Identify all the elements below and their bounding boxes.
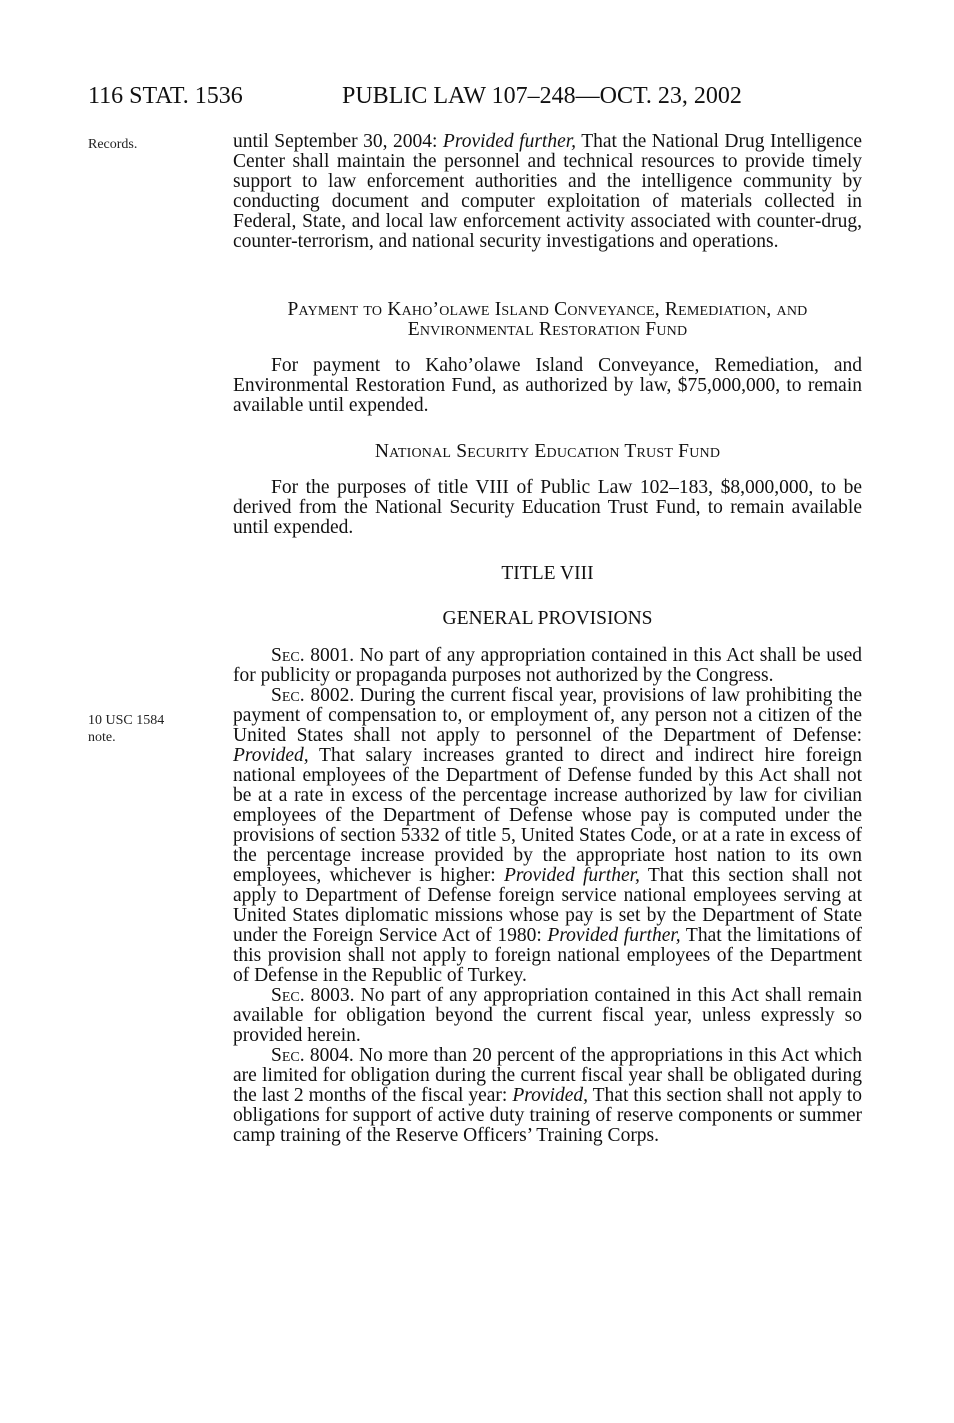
continuation-text-after: That the National Drug Intelligence Center shall maintain the personnel and technical resources to provide timely support to law enforcement authorities and the intelligence community by conducting document and computer exploitation of materials collected in Federal, State, and local law enforcement activity associated with counter-drug, counter-terrorism, and national security investigations and operations.	[233, 131, 862, 252]
provided-further-phrase: Provided further,	[442, 131, 577, 152]
margin-note-usc-line2: note.	[88, 730, 116, 745]
section-8001-label: Sec. 8001.	[271, 645, 355, 666]
section-8002-text1: During the current fiscal year, provisions of law prohibiting the payment of compensation to, or employment of, any person not a citizen of the United States shall not apply to personnel of the Department of Defense:	[233, 685, 862, 746]
section-8001-text: No part of any appropriation contained in this Act shall be used for publicity or propaganda purposes not authorized by the Congress.	[233, 645, 862, 686]
section-8002-text4: That the limitations of this provision shall not apply to foreign national employees of the Department of Defense in the Republic of Turkey.	[233, 925, 862, 986]
section-8004-text1: No more than 20 percent of the appropriations in this Act which are limited for obligation during the current fiscal year shall be obligated during the last 2 months of the fiscal year:	[233, 1045, 862, 1106]
section-8002-provided-further-2: Provided further,	[547, 925, 681, 946]
section-8002-provided-further-1: Provided further,	[503, 865, 640, 886]
nset-heading-text: National Security Education Trust Fund	[374, 441, 721, 462]
continuation-text-before: until September 30, 2004:	[233, 131, 443, 152]
public-law-citation: PUBLIC LAW 107–248—OCT. 23, 2002	[342, 83, 742, 109]
title-number: TITLE VIII	[501, 563, 594, 584]
section-8004	[233, 1046, 862, 1146]
kahoolawe-heading-line1: Payment to Kaho’olawe Island Conveyance, Remediation, and	[287, 299, 808, 320]
section-8002-provided: Provided,	[233, 745, 309, 766]
kahoolawe-text: For payment to Kaho’olawe Island Conveyance, Remediation, and Environmental Restoration Fund, as authorized by law, $75,000,000, to remain available until expended.	[233, 355, 862, 416]
section-8004-provided: Provided,	[512, 1085, 588, 1106]
section-8003-text: No part of any appropriation contained in this Act shall remain available for obligation beyond the current fiscal year, unless expressly so provided herein.	[233, 985, 862, 1046]
section-8002	[233, 686, 862, 986]
statute-citation: 116 STAT. 1536	[88, 83, 243, 109]
margin-note-usc-line1: 10 USC 1584	[88, 713, 165, 728]
section-8002-text2: That salary increases granted to direct and indirect hire foreign national employees of the Department of Defense funded by this Act shall not be at a rate in excess of the percentage increase authorized by law for civilian employees of the Department of Defense whose pay is computed under the provisions of section 5332 of title 5, United States Code, or at a rate in excess of the percentage increase provided by the appropriate host nation to its own employees, whichever is higher:	[233, 745, 862, 886]
section-8002-text3: That this section shall not apply to Department of Defense foreign service national employees serving at United States diplomatic missions whose pay is set by the Department of State under the Foreign Service Act of 1980:	[233, 865, 862, 946]
title-name: GENERAL PROVISIONS	[442, 608, 653, 629]
nset-heading	[233, 442, 862, 462]
section-8001	[233, 646, 862, 686]
nset-text: For the purposes of title VIII of Public Law 102–183, $8,000,000, to be derived from the National Security Education Trust Fund, to remain available until expended.	[233, 477, 862, 538]
margin-note-usc	[88, 712, 164, 746]
margin-note-records: Records.	[88, 137, 138, 152]
kahoolawe-heading	[233, 300, 862, 340]
kahoolawe-paragraph	[233, 356, 862, 416]
section-8003-label: Sec. 8003.	[271, 985, 355, 1006]
section-8002-label: Sec. 8002.	[271, 685, 355, 706]
section-8003	[233, 986, 862, 1046]
section-8004-text2: That this section shall not apply to obligations for support of active duty training of reserve components or summer camp training of the Reserve Officers’ Training Corps.	[233, 1085, 863, 1146]
kahoolawe-heading-line2: Environmental Restoration Fund	[407, 319, 688, 340]
nset-paragraph	[233, 478, 862, 538]
general-provisions-sections	[233, 646, 862, 1146]
section-8004-label: Sec. 8004.	[271, 1045, 354, 1066]
continuation-paragraph	[233, 132, 862, 252]
